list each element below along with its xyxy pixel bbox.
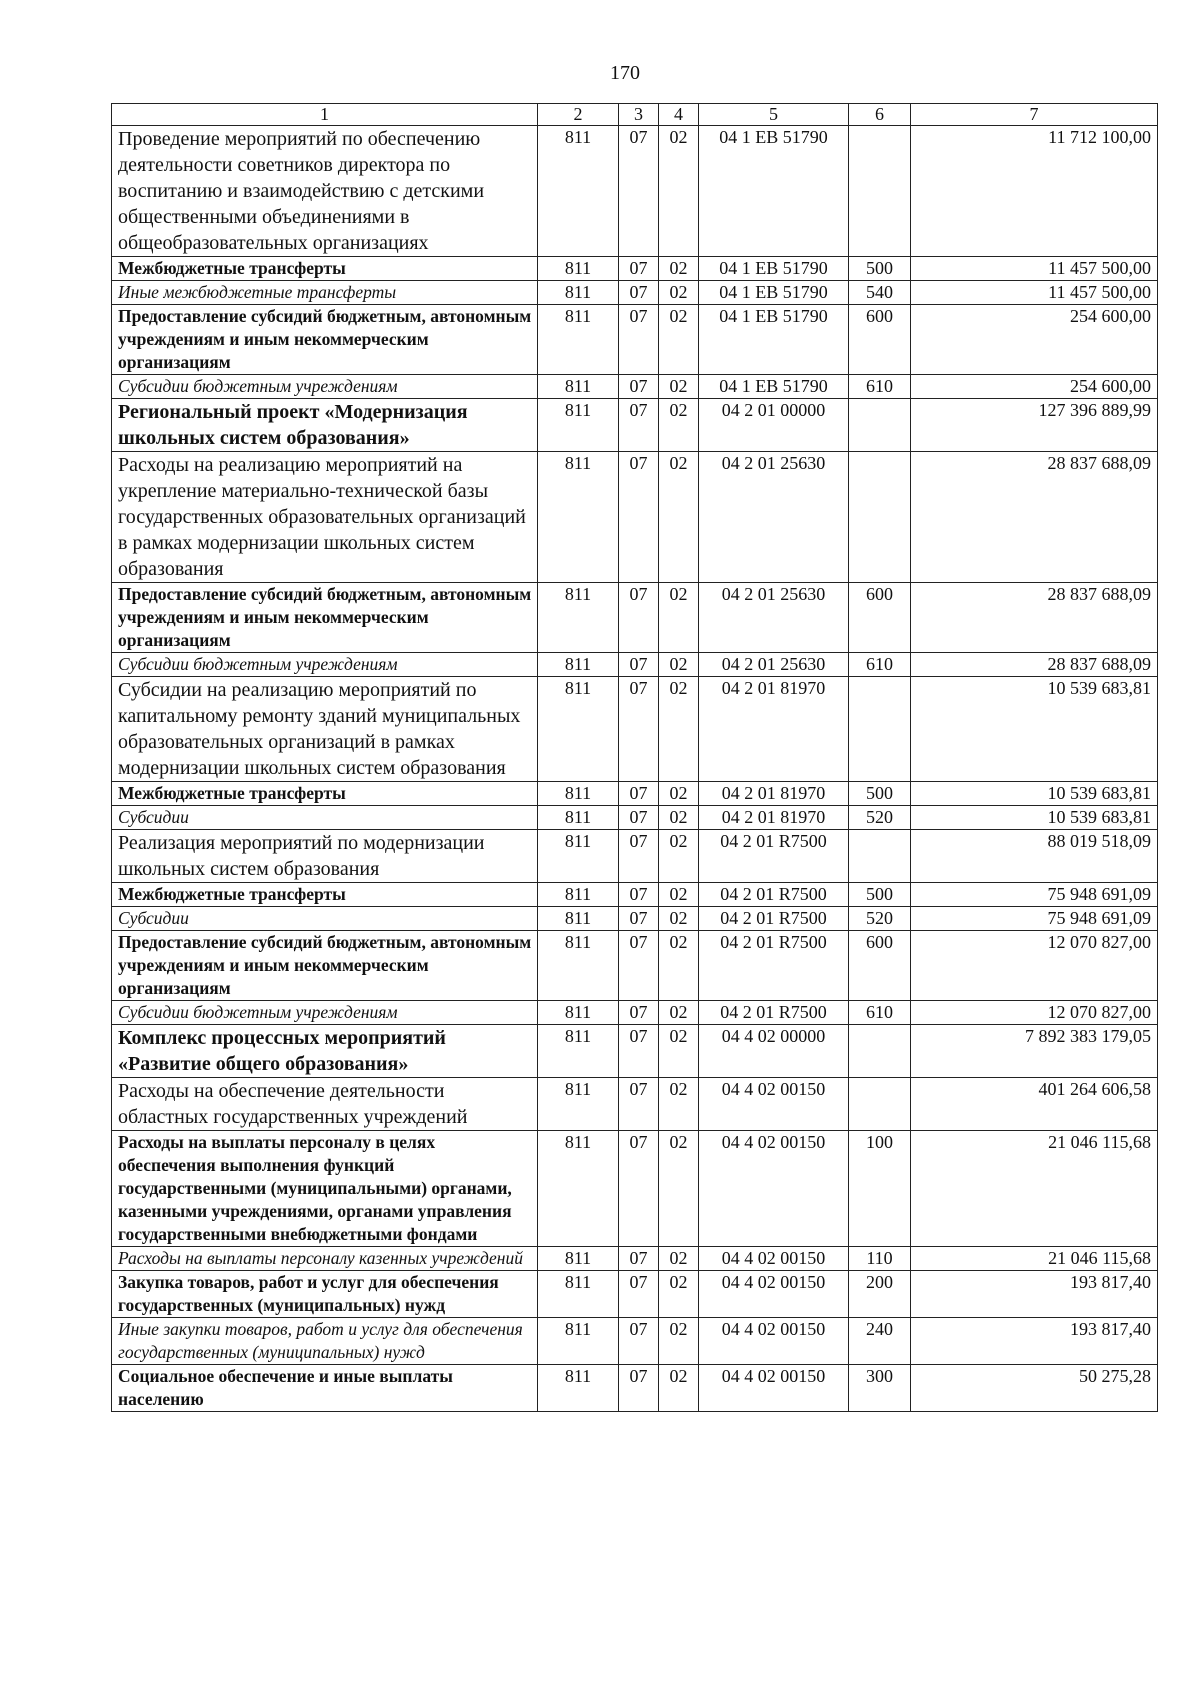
ministry-code-cell: 811	[538, 1271, 619, 1318]
section-code-cell: 07	[619, 830, 659, 883]
table-row	[112, 1318, 1158, 1365]
subsection-code-cell: 02	[659, 1025, 699, 1078]
table-row	[112, 1271, 1158, 1318]
item-name-cell: Предоставление субсидий бюджетным, автономным учреждениям и иным некоммерческим организациям	[112, 305, 538, 375]
section-code-cell: 07	[619, 257, 659, 281]
section-code-cell: 07	[619, 806, 659, 830]
subsection-code-cell: 02	[659, 883, 699, 907]
ministry-code-cell: 811	[538, 907, 619, 931]
expense-type-cell: 110	[849, 1247, 911, 1271]
table-row	[112, 907, 1158, 931]
subsection-code-cell: 02	[659, 452, 699, 583]
item-name-cell: Проведение мероприятий по обеспечению деятельности советников директора по воспитанию и взаимодействию с детскими общественными объединениями в общеобразовательных организациях	[112, 126, 538, 257]
item-name-cell: Субсидии	[112, 806, 538, 830]
amount-cell: 10 539 683,81	[911, 677, 1158, 782]
table-row	[112, 126, 1158, 257]
table-row	[112, 1078, 1158, 1131]
item-name-cell: Иные закупки товаров, работ и услуг для обеспечения государственных (муниципальных) нужд	[112, 1318, 538, 1365]
table-row	[112, 452, 1158, 583]
amount-cell: 254 600,00	[911, 375, 1158, 399]
amount-cell: 254 600,00	[911, 305, 1158, 375]
ministry-code-cell: 811	[538, 1365, 619, 1412]
subsection-code-cell: 02	[659, 806, 699, 830]
target-article-cell: 04 4 02 00000	[699, 1025, 849, 1078]
item-name-cell: Субсидии бюджетным учреждениям	[112, 1001, 538, 1025]
subsection-code-cell: 02	[659, 907, 699, 931]
amount-cell: 10 539 683,81	[911, 782, 1158, 806]
amount-cell: 10 539 683,81	[911, 806, 1158, 830]
header-cell: 1	[112, 104, 538, 126]
table-row	[112, 806, 1158, 830]
section-code-cell: 07	[619, 281, 659, 305]
table-row	[112, 677, 1158, 782]
amount-cell: 28 837 688,09	[911, 452, 1158, 583]
subsection-code-cell: 02	[659, 305, 699, 375]
ministry-code-cell: 811	[538, 257, 619, 281]
item-name-cell: Расходы на выплаты персоналу казенных учреждений	[112, 1247, 538, 1271]
expense-type-cell: 520	[849, 907, 911, 931]
target-article-cell: 04 2 01 25630	[699, 653, 849, 677]
header-cell: 3	[619, 104, 659, 126]
item-name-cell: Расходы на реализацию мероприятий на укрепление материально-технической базы государственных образовательных организаций в рамках модернизации школьных систем образования	[112, 452, 538, 583]
header-cell: 7	[911, 104, 1158, 126]
expense-type-cell: 100	[849, 1131, 911, 1247]
ministry-code-cell: 811	[538, 931, 619, 1001]
ministry-code-cell: 811	[538, 883, 619, 907]
page-number: 170	[610, 62, 640, 84]
target-article-cell: 04 2 01 R7500	[699, 830, 849, 883]
target-article-cell: 04 2 01 25630	[699, 583, 849, 653]
expense-type-cell: 200	[849, 1271, 911, 1318]
ministry-code-cell: 811	[538, 782, 619, 806]
subsection-code-cell: 02	[659, 126, 699, 257]
table-row	[112, 281, 1158, 305]
section-code-cell: 07	[619, 653, 659, 677]
subsection-code-cell: 02	[659, 399, 699, 452]
item-name-cell: Субсидии бюджетным учреждениям	[112, 375, 538, 399]
table-row	[112, 1001, 1158, 1025]
header-row	[112, 104, 1158, 126]
expense-type-cell: 500	[849, 883, 911, 907]
expense-type-cell: 600	[849, 583, 911, 653]
ministry-code-cell: 811	[538, 806, 619, 830]
section-code-cell: 07	[619, 1247, 659, 1271]
subsection-code-cell: 02	[659, 1365, 699, 1412]
table-row	[112, 1247, 1158, 1271]
section-code-cell: 07	[619, 1078, 659, 1131]
item-name-cell: Комплекс процессных мероприятий «Развитие общего образования»	[112, 1025, 538, 1078]
target-article-cell: 04 4 02 00150	[699, 1131, 849, 1247]
expense-type-cell: 240	[849, 1318, 911, 1365]
ministry-code-cell: 811	[538, 653, 619, 677]
section-code-cell: 07	[619, 1318, 659, 1365]
table-row	[112, 375, 1158, 399]
subsection-code-cell: 02	[659, 1271, 699, 1318]
amount-cell: 11 457 500,00	[911, 281, 1158, 305]
ministry-code-cell: 811	[538, 1025, 619, 1078]
item-name-cell: Предоставление субсидий бюджетным, автономным учреждениям и иным некоммерческим организациям	[112, 583, 538, 653]
amount-cell: 28 837 688,09	[911, 653, 1158, 677]
item-name-cell: Расходы на выплаты персоналу в целях обеспечения выполнения функций государственными (муниципальными) органами, казенными учреждениями, органами управления государственными внебюджетными фондами	[112, 1131, 538, 1247]
ministry-code-cell: 811	[538, 677, 619, 782]
amount-cell: 75 948 691,09	[911, 883, 1158, 907]
expense-type-cell	[849, 677, 911, 782]
amount-cell: 12 070 827,00	[911, 1001, 1158, 1025]
target-article-cell: 04 2 01 25630	[699, 452, 849, 583]
expense-type-cell: 540	[849, 281, 911, 305]
target-article-cell: 04 1 EB 51790	[699, 281, 849, 305]
section-code-cell: 07	[619, 1365, 659, 1412]
header-cell: 2	[538, 104, 619, 126]
subsection-code-cell: 02	[659, 677, 699, 782]
section-code-cell: 07	[619, 452, 659, 583]
target-article-cell: 04 2 01 81970	[699, 677, 849, 782]
item-name-cell: Социальное обеспечение и иные выплаты населению	[112, 1365, 538, 1412]
subsection-code-cell: 02	[659, 1078, 699, 1131]
section-code-cell: 07	[619, 1271, 659, 1318]
subsection-code-cell: 02	[659, 830, 699, 883]
item-name-cell: Межбюджетные трансферты	[112, 883, 538, 907]
amount-cell: 21 046 115,68	[911, 1131, 1158, 1247]
subsection-code-cell: 02	[659, 1318, 699, 1365]
ministry-code-cell: 811	[538, 375, 619, 399]
amount-cell: 88 019 518,09	[911, 830, 1158, 883]
table-row	[112, 782, 1158, 806]
table-row	[112, 1365, 1158, 1412]
expense-type-cell	[849, 126, 911, 257]
ministry-code-cell: 811	[538, 830, 619, 883]
subsection-code-cell: 02	[659, 653, 699, 677]
amount-cell: 50 275,28	[911, 1365, 1158, 1412]
expense-type-cell: 610	[849, 653, 911, 677]
expense-type-cell: 500	[849, 257, 911, 281]
table-row	[112, 931, 1158, 1001]
table-row	[112, 883, 1158, 907]
amount-cell: 75 948 691,09	[911, 907, 1158, 931]
ministry-code-cell: 811	[538, 281, 619, 305]
ministry-code-cell: 811	[538, 1078, 619, 1131]
subsection-code-cell: 02	[659, 931, 699, 1001]
ministry-code-cell: 811	[538, 1001, 619, 1025]
table-row	[112, 257, 1158, 281]
target-article-cell: 04 2 01 R7500	[699, 883, 849, 907]
item-name-cell: Региональный проект «Модернизация школьных систем образования»	[112, 399, 538, 452]
expense-type-cell: 610	[849, 375, 911, 399]
expense-type-cell	[849, 399, 911, 452]
target-article-cell: 04 1 EB 51790	[699, 305, 849, 375]
header-cell: 4	[659, 104, 699, 126]
item-name-cell: Реализация мероприятий по модернизации школьных систем образования	[112, 830, 538, 883]
budget-table	[111, 103, 1158, 1412]
target-article-cell: 04 4 02 00150	[699, 1318, 849, 1365]
target-article-cell: 04 2 01 81970	[699, 806, 849, 830]
section-code-cell: 07	[619, 782, 659, 806]
ministry-code-cell: 811	[538, 1318, 619, 1365]
expense-type-cell: 500	[849, 782, 911, 806]
ministry-code-cell: 811	[538, 1131, 619, 1247]
section-code-cell: 07	[619, 677, 659, 782]
table-row	[112, 305, 1158, 375]
section-code-cell: 07	[619, 1001, 659, 1025]
section-code-cell: 07	[619, 883, 659, 907]
section-code-cell: 07	[619, 1131, 659, 1247]
expense-type-cell: 610	[849, 1001, 911, 1025]
amount-cell: 193 817,40	[911, 1271, 1158, 1318]
table-row	[112, 583, 1158, 653]
expense-type-cell: 600	[849, 305, 911, 375]
section-code-cell: 07	[619, 126, 659, 257]
target-article-cell: 04 4 02 00150	[699, 1365, 849, 1412]
header-cell: 5	[699, 104, 849, 126]
section-code-cell: 07	[619, 583, 659, 653]
item-name-cell: Межбюджетные трансферты	[112, 782, 538, 806]
item-name-cell: Субсидии бюджетным учреждениям	[112, 653, 538, 677]
item-name-cell: Иные межбюджетные трансферты	[112, 281, 538, 305]
target-article-cell: 04 1 EB 51790	[699, 375, 849, 399]
subsection-code-cell: 02	[659, 782, 699, 806]
amount-cell: 12 070 827,00	[911, 931, 1158, 1001]
amount-cell: 127 396 889,99	[911, 399, 1158, 452]
item-name-cell: Субсидии на реализацию мероприятий по капитальному ремонту зданий муниципальных образовательных организаций в рамках модернизации школьных систем образования	[112, 677, 538, 782]
subsection-code-cell: 02	[659, 1131, 699, 1247]
target-article-cell: 04 1 EB 51790	[699, 126, 849, 257]
ministry-code-cell: 811	[538, 126, 619, 257]
section-code-cell: 07	[619, 375, 659, 399]
expense-type-cell: 600	[849, 931, 911, 1001]
subsection-code-cell: 02	[659, 375, 699, 399]
item-name-cell: Расходы на обеспечение деятельности областных государственных учреждений	[112, 1078, 538, 1131]
subsection-code-cell: 02	[659, 1001, 699, 1025]
amount-cell: 401 264 606,58	[911, 1078, 1158, 1131]
expense-type-cell	[849, 1025, 911, 1078]
item-name-cell: Закупка товаров, работ и услуг для обеспечения государственных (муниципальных) нужд	[112, 1271, 538, 1318]
expense-type-cell: 520	[849, 806, 911, 830]
section-code-cell: 07	[619, 907, 659, 931]
table-row	[112, 1025, 1158, 1078]
expense-type-cell	[849, 830, 911, 883]
ministry-code-cell: 811	[538, 583, 619, 653]
expense-type-cell	[849, 452, 911, 583]
item-name-cell: Субсидии	[112, 907, 538, 931]
item-name-cell: Предоставление субсидий бюджетным, автономным учреждениям и иным некоммерческим организациям	[112, 931, 538, 1001]
target-article-cell: 04 2 01 R7500	[699, 1001, 849, 1025]
subsection-code-cell: 02	[659, 257, 699, 281]
target-article-cell: 04 4 02 00150	[699, 1078, 849, 1131]
target-article-cell: 04 2 01 R7500	[699, 907, 849, 931]
table-body	[112, 104, 1158, 1412]
amount-cell: 21 046 115,68	[911, 1247, 1158, 1271]
subsection-code-cell: 02	[659, 583, 699, 653]
subsection-code-cell: 02	[659, 1247, 699, 1271]
section-code-cell: 07	[619, 1025, 659, 1078]
ministry-code-cell: 811	[538, 305, 619, 375]
item-name-cell: Межбюджетные трансферты	[112, 257, 538, 281]
section-code-cell: 07	[619, 931, 659, 1001]
table-row	[112, 830, 1158, 883]
target-article-cell: 04 1 EB 51790	[699, 257, 849, 281]
target-article-cell: 04 4 02 00150	[699, 1247, 849, 1271]
target-article-cell: 04 2 01 R7500	[699, 931, 849, 1001]
expense-type-cell: 300	[849, 1365, 911, 1412]
table-row	[112, 399, 1158, 452]
amount-cell: 11 457 500,00	[911, 257, 1158, 281]
table-row	[112, 653, 1158, 677]
section-code-cell: 07	[619, 399, 659, 452]
target-article-cell: 04 2 01 81970	[699, 782, 849, 806]
ministry-code-cell: 811	[538, 399, 619, 452]
header-cell: 6	[849, 104, 911, 126]
expense-type-cell	[849, 1078, 911, 1131]
target-article-cell: 04 4 02 00150	[699, 1271, 849, 1318]
amount-cell: 28 837 688,09	[911, 583, 1158, 653]
target-article-cell: 04 2 01 00000	[699, 399, 849, 452]
ministry-code-cell: 811	[538, 452, 619, 583]
ministry-code-cell: 811	[538, 1247, 619, 1271]
amount-cell: 193 817,40	[911, 1318, 1158, 1365]
section-code-cell: 07	[619, 305, 659, 375]
amount-cell: 11 712 100,00	[911, 126, 1158, 257]
table-row	[112, 1131, 1158, 1247]
amount-cell: 7 892 383 179,05	[911, 1025, 1158, 1078]
subsection-code-cell: 02	[659, 281, 699, 305]
